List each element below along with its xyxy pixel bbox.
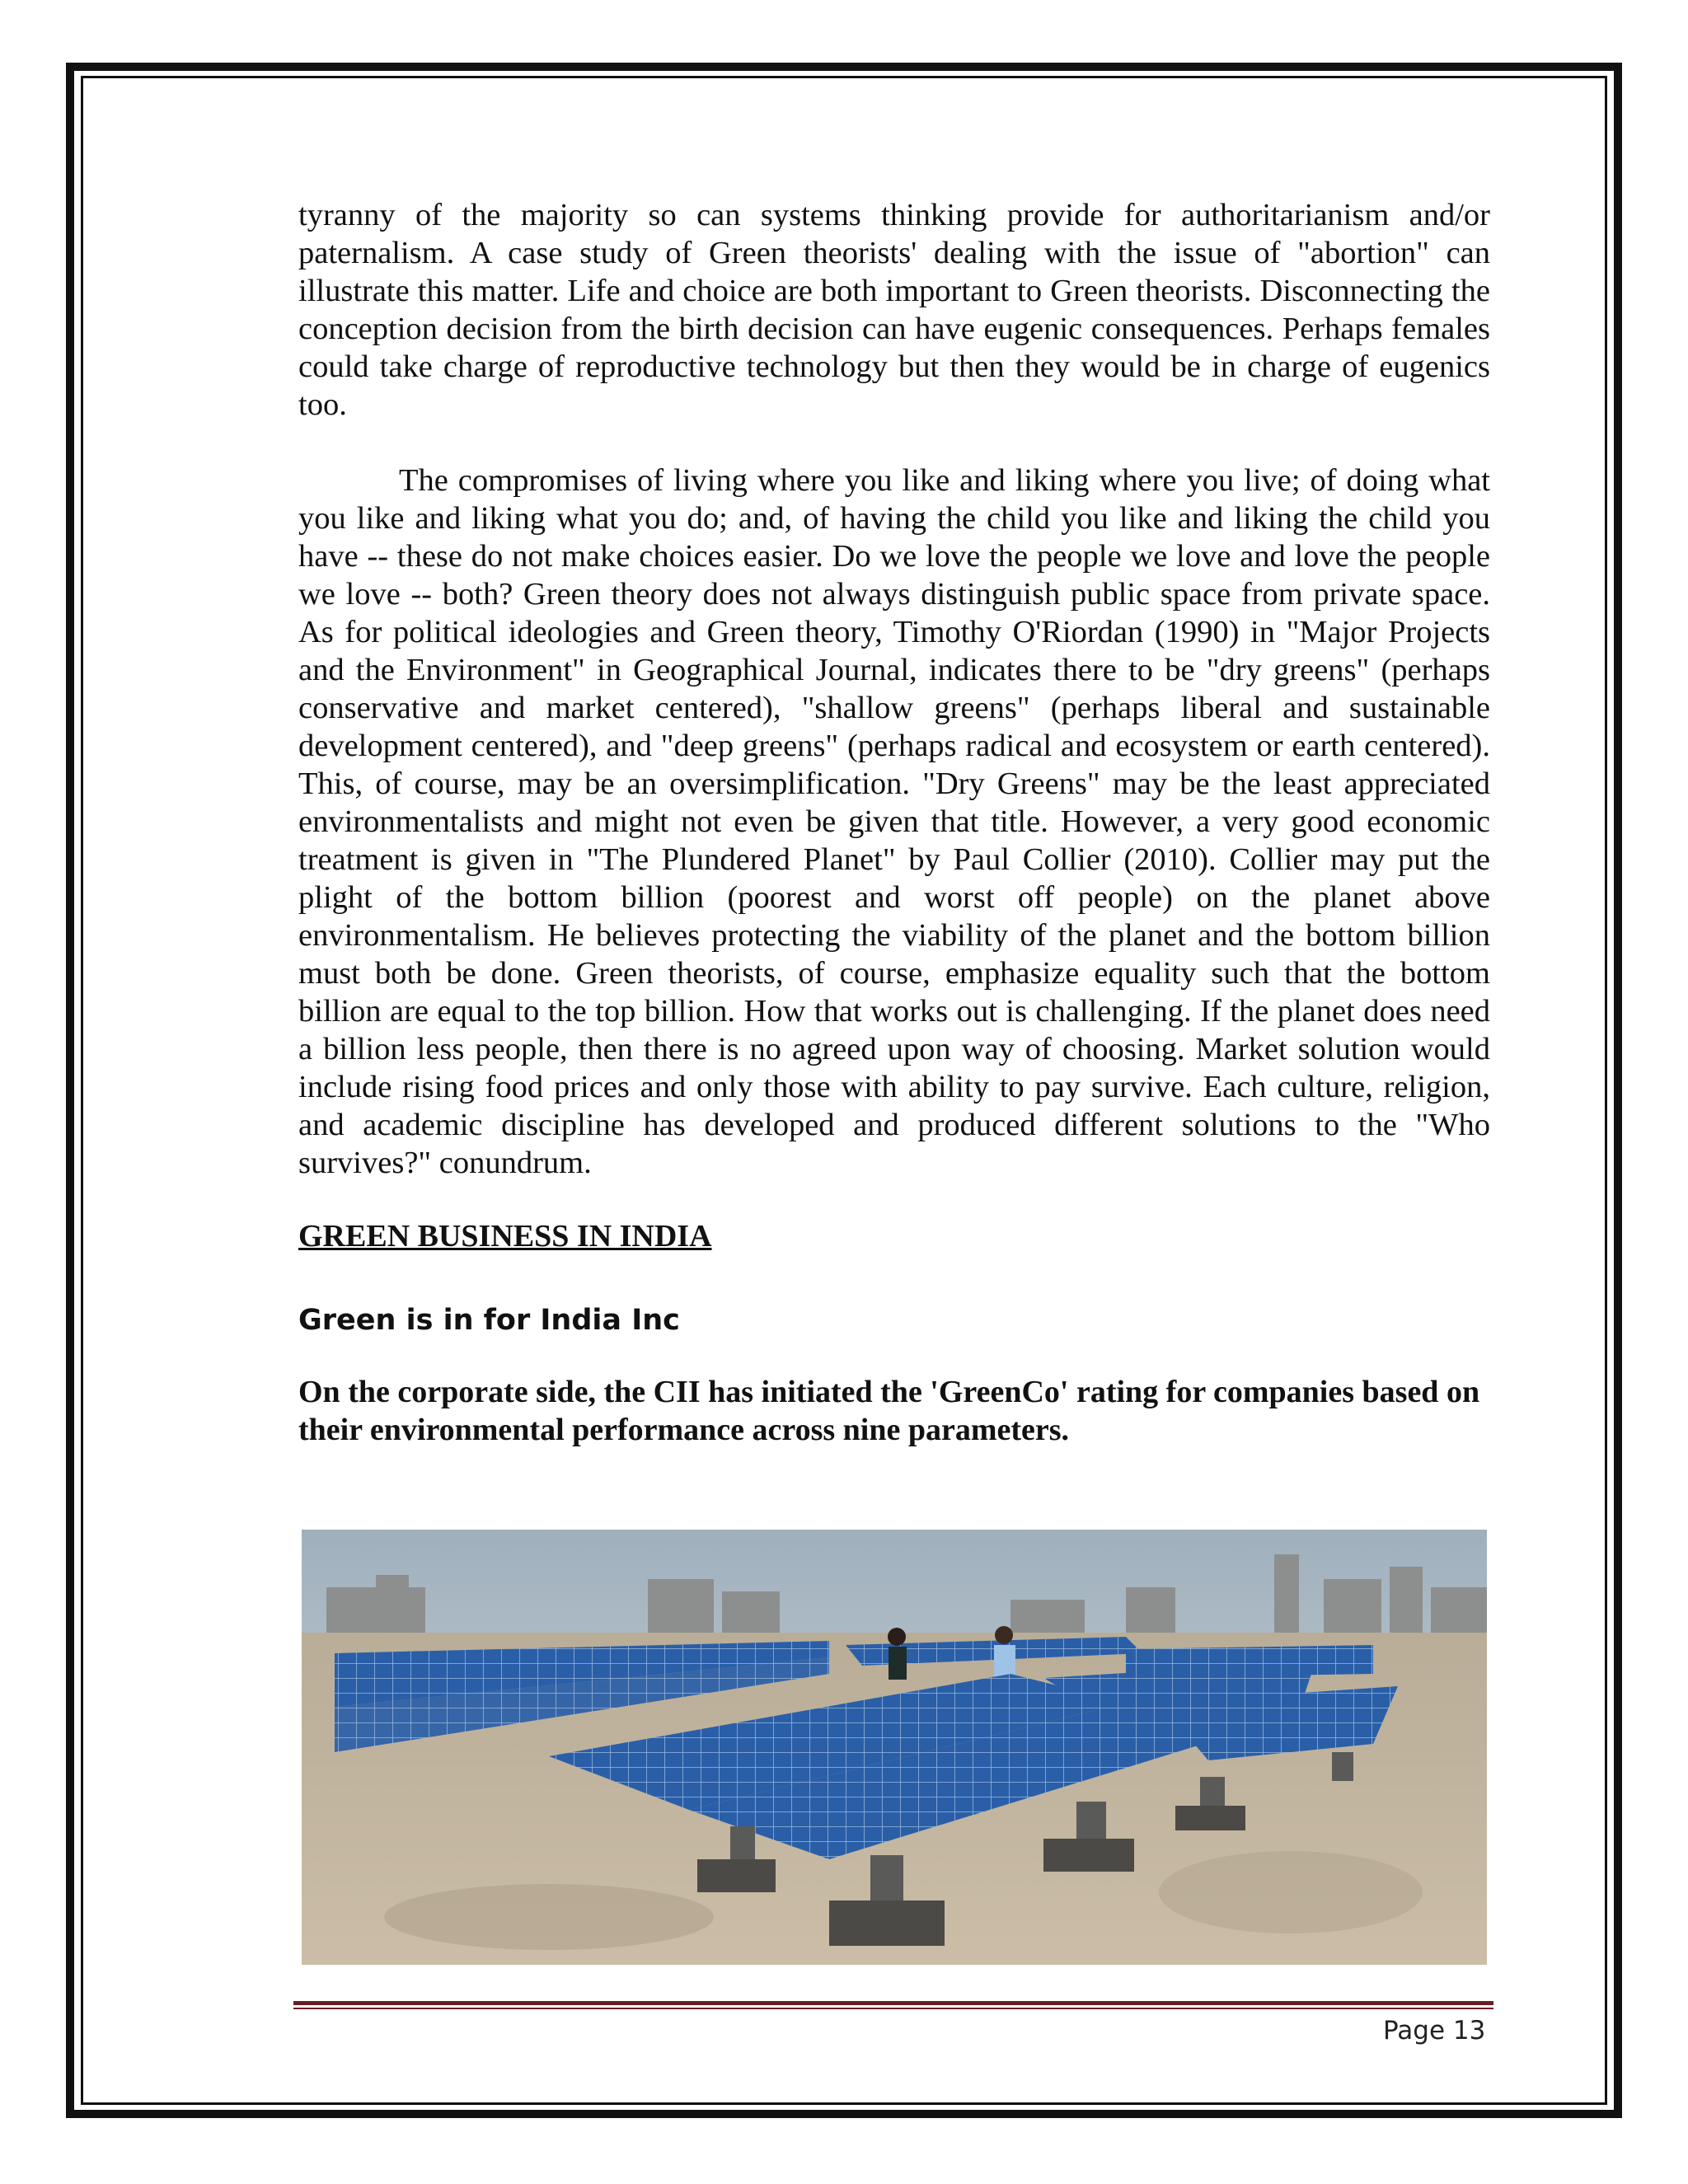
page-content bbox=[298, 196, 1490, 1449]
footer-rule bbox=[293, 2001, 1493, 2005]
body-paragraph-2: The compromises of living where you like and liking where you live; of doing what you like and liking what you do; and, of having the child you like and liking the child you have -- these do not make choices easier. Do we love the people we love and love the people we love -- both? Green theory does not always distinguish public space from private space. As for political ideologies and Green theory, Timothy O'Riordan (1990) in "Major Projects and the Environment" in Geographical Journal, indicates there to be "dry greens" (perhaps conservative and market centered), "shallow greens" (perhaps liberal and sustainable development centered), and "deep greens" (perhaps radical and ecosystem or earth centered). This, of course, may be an oversimplification. "Dry Greens" may be the least appreciated environmentalists and might not even be given that title. However, a very good economic treatment is given in "The Plundered Planet" by Paul Collier (2010). Collier may put the plight of the bottom billion (poorest and worst off people) on the planet above environmentalism. He believes protecting the viability of the planet and the bottom billion must both be done. Green theorists, of course, emphasize equality such that the bottom billion are equal to the top billion. How that works out is challenging. If the planet does need a billion less people, then there is no agreed upon way of choosing. Market solution would include rising food prices and only those with ability to pay survive. Each culture, religion, and academic discipline has developed and produced different solutions to the "Who survives?" conundrum. bbox=[298, 463, 1490, 1180]
subheading: Green is in for India Inc bbox=[298, 1304, 680, 1337]
page-number: Page 13 bbox=[1383, 2016, 1486, 2046]
solar-panels-illustration bbox=[302, 1530, 1487, 1965]
solar-panels-photo bbox=[302, 1530, 1487, 1965]
section-heading: GREEN BUSINESS IN INDIA bbox=[298, 1219, 712, 1254]
body-paragraph-1: tyranny of the majority so can systems thinking provide for authoritarianism and/or paternalism. A case study of Green theorists' dealing with the issue of "abortion" can illustrate this matter. Life and choice are both important to Green theorists. Disconnecting the conception decision from the birth decision can have eugenic consequences. Perhaps females could take charge of reproductive technology but then they would be in charge of eugenics too. bbox=[298, 198, 1490, 422]
lead-paragraph: On the corporate side, the CII has initiated the 'GreenCo' rating for companies based on their environmental performance across nine parameters. bbox=[298, 1375, 1480, 1447]
footer-rule-thin bbox=[293, 2008, 1493, 2009]
